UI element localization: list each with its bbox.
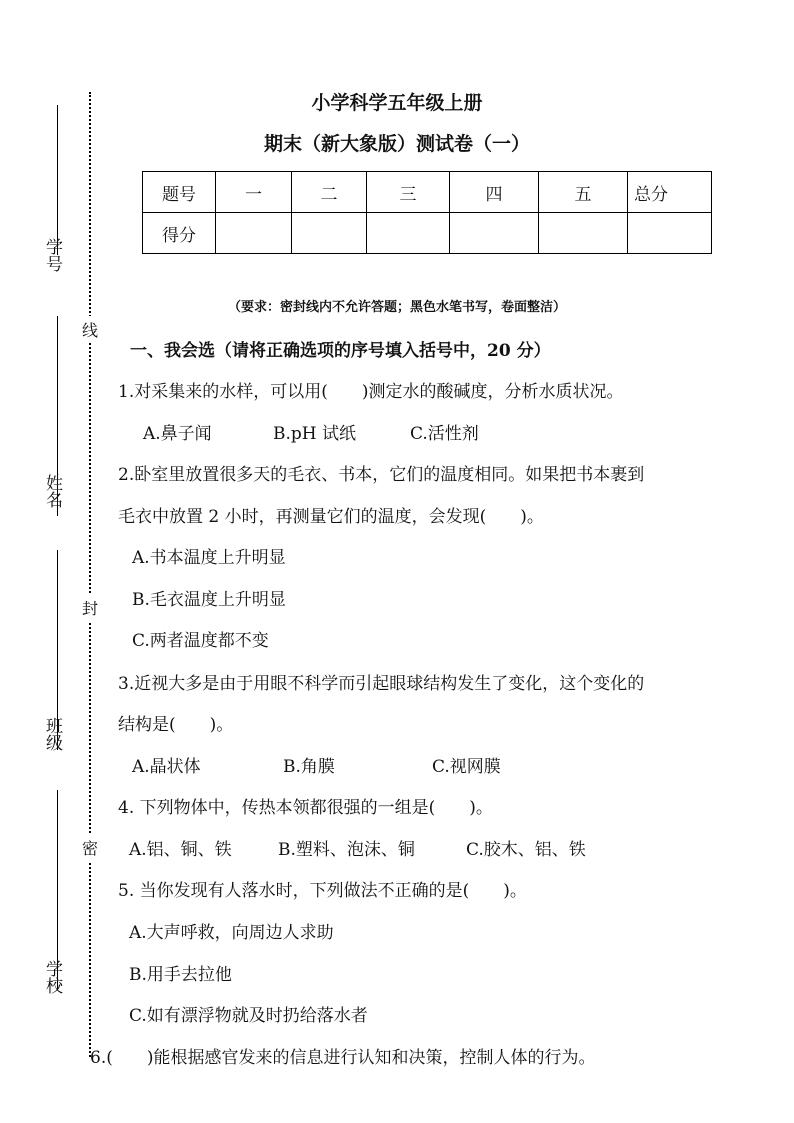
q1-option-c: C.活性剂 [410,424,479,444]
score-table-header-row [143,172,712,213]
score-input-cell[interactable] [367,213,450,254]
q2-option-c: C.两者温度都不变 [132,631,269,651]
student-id-line [57,105,58,255]
section-heading: 一、我会选（请将正确选项的序号填入括号中，20 分） [130,341,551,361]
q4-option-b: B.塑料、泡沫、铜 [278,840,415,860]
score-table-score-row [143,213,712,254]
page-title: 小学科学五年级上册 [311,92,483,114]
question-2-line-2: 毛衣中放置 2 小时，再测量它们的温度，会发现( )。 [118,507,544,527]
table-cell: 题号 [143,172,216,213]
page-subtitle: 期末（新大象版）测试卷（一） [263,133,530,155]
q1-option-b: B.pH 试纸 [273,424,357,444]
score-input-cell[interactable] [450,213,539,254]
score-table [142,171,712,254]
question-1: 1.对采集来的水样，可以用( )测定水的酸碱度，分析水质状况。 [118,382,624,402]
table-cell: 得分 [143,213,216,254]
q4-option-c: C.胶木、铝、铁 [466,840,586,860]
table-cell: 总分 [628,172,712,213]
q3-option-b: B.角膜 [283,757,335,777]
q1-option-a: A.鼻子闻 [143,424,212,444]
table-cell: 五 [539,172,628,213]
q5-option-a: A.大声呼救，向周边人求助 [129,923,334,943]
seal-char-line: 线 [82,316,98,343]
question-2-line-1: 2.卧室里放置很多天的毛衣、书本，它们的温度相同。如果把书本裹到 [118,465,645,485]
table-cell: 一 [216,172,292,213]
name-label: 姓名 [42,474,62,508]
q3-option-c: C.视网膜 [432,757,501,777]
score-input-cell[interactable] [292,213,367,254]
q2-option-b: B.毛衣温度上升明显 [132,590,286,610]
student-id-label: 学号 [42,238,62,272]
q5-option-c: C.如有漂浮物就及时扔给落水者 [129,1006,368,1026]
question-5: 5. 当你发现有人落水时，下列做法不正确的是( )。 [118,881,527,901]
score-input-cell[interactable] [216,213,292,254]
seal-dotted-line [89,92,91,1057]
question-3-line-1: 3.近视大多是由于用眼不科学而引起眼球结构发生了变化，这个变化的 [118,674,645,694]
q3-option-a: A.晶状体 [132,757,201,777]
q4-option-a: A.铝、铜、铁 [129,840,232,860]
school-label: 学校 [42,960,62,994]
question-6: 6.( )能根据感官发来的信息进行认知和决策，控制人体的行为。 [90,1048,596,1068]
score-input-cell[interactable] [539,213,628,254]
question-4: 4. 下列物体中，传热本领都很强的一组是( )。 [118,798,493,818]
table-cell: 二 [292,172,367,213]
seal-char-feng: 封 [82,594,98,621]
q2-option-a: A.书本温度上升明显 [132,548,286,568]
question-3-line-2: 结构是( )。 [118,715,234,735]
table-cell: 四 [450,172,539,213]
class-label: 班级 [42,717,62,751]
seal-char-mi: 密 [82,834,98,861]
requirement-note: （要求：密封线内不允许答题；黑色水笔书写，卷面整洁） [227,300,566,315]
table-cell: 三 [367,172,450,213]
score-input-cell[interactable] [628,213,712,254]
q5-option-b: B.用手去拉他 [129,965,232,985]
